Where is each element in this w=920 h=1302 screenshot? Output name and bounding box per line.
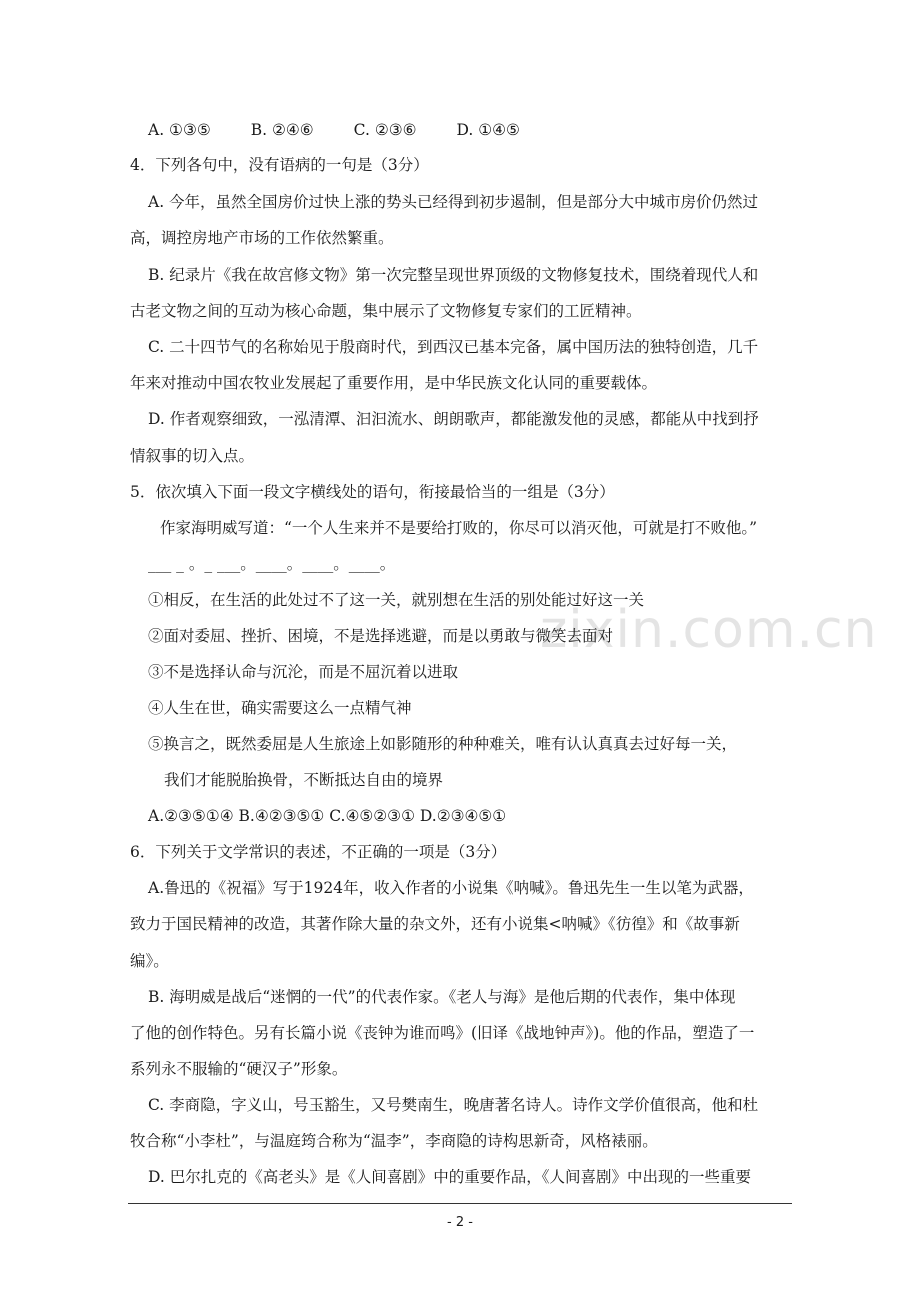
q4-line: C. 二十四节气的名称始见于殷商时代，到西汉已基本完备，属中国历法的独特创造，几千 [148,338,759,356]
q4-line: 高，调控房地产市场的工作依然繁重。 [130,229,394,247]
q4-line: 古老文物之间的互动为核心命题，集中展示了文物修复专家们的工匠精神。 [130,302,642,320]
q4-line: D. 作者观察细致，一泓清潭、汩汩流水、朗朗歌声，都能激发他的灵感，都能从中找到抒 [148,410,759,428]
q6-line: 编》。 [130,952,169,970]
q6-line: B. 海明威是战后“迷惘的一代”的代表作家。《老人与海》是他后期的代表作，集中体现 [148,988,736,1006]
q3-options [148,120,560,140]
q6-line: 牧合称“小李杜”，与温庭筠合称为“温李”，李商隐的诗构思新奇，风格裱丽。 [130,1132,658,1150]
q5-item: 我们才能脱胎换骨，不断抵达自由的境界 [164,771,444,789]
q3-option-c: C. ②③⑥ [353,121,417,139]
q6-line: 致力于国民精神的改造，其著作除大量的杂文外，还有小说集<呐喊》《彷徨》和《故事新 [130,915,740,933]
q5-item: ④人生在世，确实需要这么一点精气神 [148,699,412,717]
q5-item: ③不是选择认命与沉沦，而是不屈沉着以进取 [148,663,459,681]
q6-line: D. 巴尔扎克的《高老头》是《人间喜剧》中的重要作品，《人间喜剧》中出现的一些重要 [148,1168,751,1186]
q4-line: 情叙事的切入点。 [130,447,255,465]
q6-line: C. 李商隐，字义山，号玉豁生，又号樊南生，晚唐著名诗人。诗作文学价值很高，他和杜 [148,1096,759,1114]
q6-line: 系列永不服输的“硬汉子”形象。 [130,1060,348,1078]
q5-blanks: ___ _ 。_ ___。____。____。____。 [148,555,396,573]
q3-option-b: B. ②④⑥ [250,121,314,139]
q5-item: ②面对委屈、挫折、困境，不是选择逃避，而是以勇敢与微笑去面对 [148,627,614,645]
q5-stem: 5．依次填入下面一段文字横线处的语句，衔接最恰当的一组是（3分） [130,483,615,501]
q5-item: ⑤换言之，既然委屈是人生旅途上如影随形的种种难关，唯有认认真真去过好每一关， [148,735,738,753]
q4-line: A. 今年，虽然全国房价过快上涨的势头已经得到初步遏制，但是部分大中城市房价仍然过 [148,193,759,211]
q6-stem: 6．下列关于文学常识的表述，不正确的一项是（3分） [130,843,507,861]
q6-line: 了他的创作特色。另有长篇小说《丧钟为谁而鸣》(旧译《战地钟声》)。他的作品，塑造了一 [130,1024,755,1042]
q5-passage: 作家海明威写道：“一个人生来并不是要给打败的，你尽可以消灭他，可就是打不败他。” [160,519,758,537]
q4-line: 年来对推动中国农牧业发展起了重要作用，是中华民族文化认同的重要载体。 [130,374,658,392]
footer-rule [128,1203,792,1204]
q3-option-a: A. ①③⑤ [148,121,211,139]
q6-line: A.鲁迅的《祝福》写于1924年，收入作者的小说集《呐喊》。鲁迅先生一生以笔为武器， [148,879,754,897]
q5-item: ①相反，在生活的此处过不了这一关，就别想在生活的别处能过好这一关 [148,591,645,609]
q4-stem: 4．下列各句中，没有语病的一句是（3分） [130,156,429,174]
watermark: zixin.com.cn [540,600,878,660]
q3-option-d: D. ①④⑤ [456,121,520,139]
q4-line: B. 纪录片《我在故宫修文物》第一次完整呈现世界顶级的文物修复技术，围绕着现代人和 [148,266,759,284]
page-number: - 2 - [447,1215,473,1230]
q5-options: A.②③⑤①④ B.④②③⑤① C.④⑤②③① D.②③④⑤① [148,807,507,825]
